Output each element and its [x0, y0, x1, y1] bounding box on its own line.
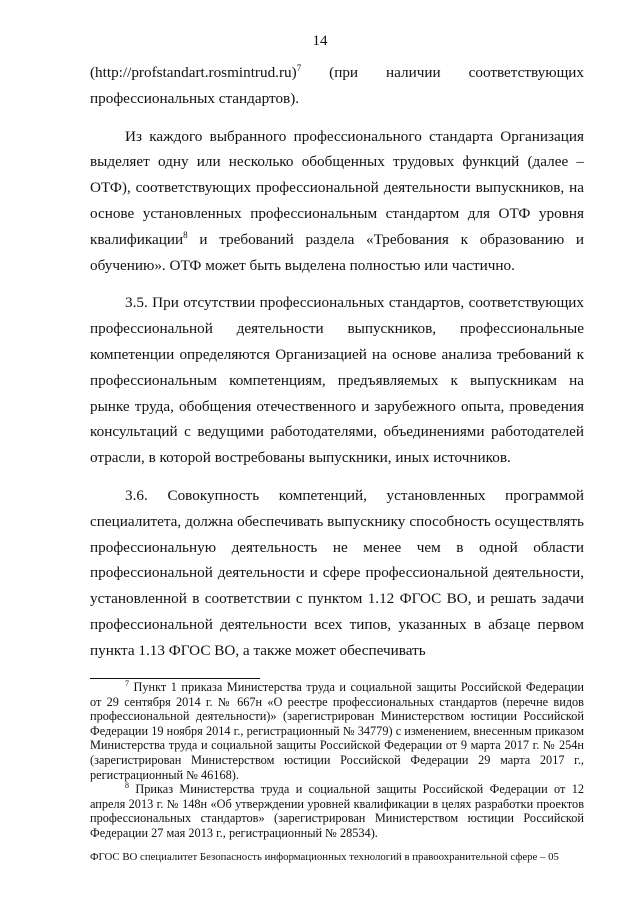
footnote-ref-8[interactable]: 8: [183, 229, 188, 240]
footnote-8: $^8$ Приказ Министерства труда и социальной защиты Российской Федерации от 12 апреля 2013 г. № 148н «Об утверждении уровней квалификации в целях разработки проектов профессиональных стандартов» (зарегистрирован Министерством юстиции Российской Федерации 27 мая 2013 г., регистрационный № 28534).: [90, 781, 584, 840]
paragraph-url: (http://profstandart.rosmintrud.ru)$^7$ (при наличии соответствующих профессиональных стандартов).: [90, 63, 588, 107]
footnote-7: $^7$ Пункт 1 приказа Министерства труда и социальной защиты Российской Федерации от 29 сентября 2014 г. № 667н «О реестре профессиональных стандартов (перечне видов профессиональной деятельности)» (зарегистрирован Министерством юстиции Российской Федерации 19 ноября 2014 г., регистрационный № 34779) с изменением, внесенным приказом Министерства труда и социальной защиты Российской Федерации от 9 марта 2017 г. № 254н (зарегистрирован Министерством юстиции Российской Федерации 29 марта 2017 г., регистрационный № 46168).: [90, 679, 584, 782]
paragraph-3-6: 3.6. Совокупность компетенций, установленных программой специалитета, должна обеспечивать выпускнику способность осуществлять профессиональную деятельность не менее чем в одной области профессиональной деятельности и сфере профессиональной деятельности, установленной в соответствии с пунктом 1.12 ФГОС ВО, и решать задачи профессиональной деятельности всех типов, указанных в абзаце первом пункта 1.13 ФГОС ВО, а также может обеспечивать: [90, 486, 584, 659]
document-footer: ФГОС ВО специалитет Безопасность информационных технологий в правоохранительной сфере – 05: [90, 851, 559, 863]
document-body: [90, 60, 588, 664]
footnotes: [90, 680, 584, 841]
footnote-ref-7[interactable]: 7: [296, 63, 302, 73]
footnote-separator: [90, 678, 260, 679]
paragraph-3-5: 3.5. При отсутствии профессиональных стандартов, соответствующих профессиональной деятельности выпускников, профессиональные компетенции определяются Организацией на основе анализа требований к профессиональным компетенциям, предъявляемых к выпускникам на рынке труда, обобщения отечественного и зарубежного опыта, проведения консультаций с ведущими работодателями, объединениями работодателей отрасли, в которой востребованы выпускники, иных источников.: [90, 294, 584, 467]
page-number: 14: [312, 33, 328, 49]
paragraph-otf: Из каждого выбранного профессионального стандарта Организация выделяет одну или несколько обобщенных трудовых функций (далее – ОТФ), соответствующих профессиональной деятельности выпускников, на основе установленных профессиональным стандартом для ОТФ уровня квалификации$^8$ и требований раздела «Требования к образованию и обучению». ОТФ может быть выделена полностью или частично.: [90, 127, 584, 274]
